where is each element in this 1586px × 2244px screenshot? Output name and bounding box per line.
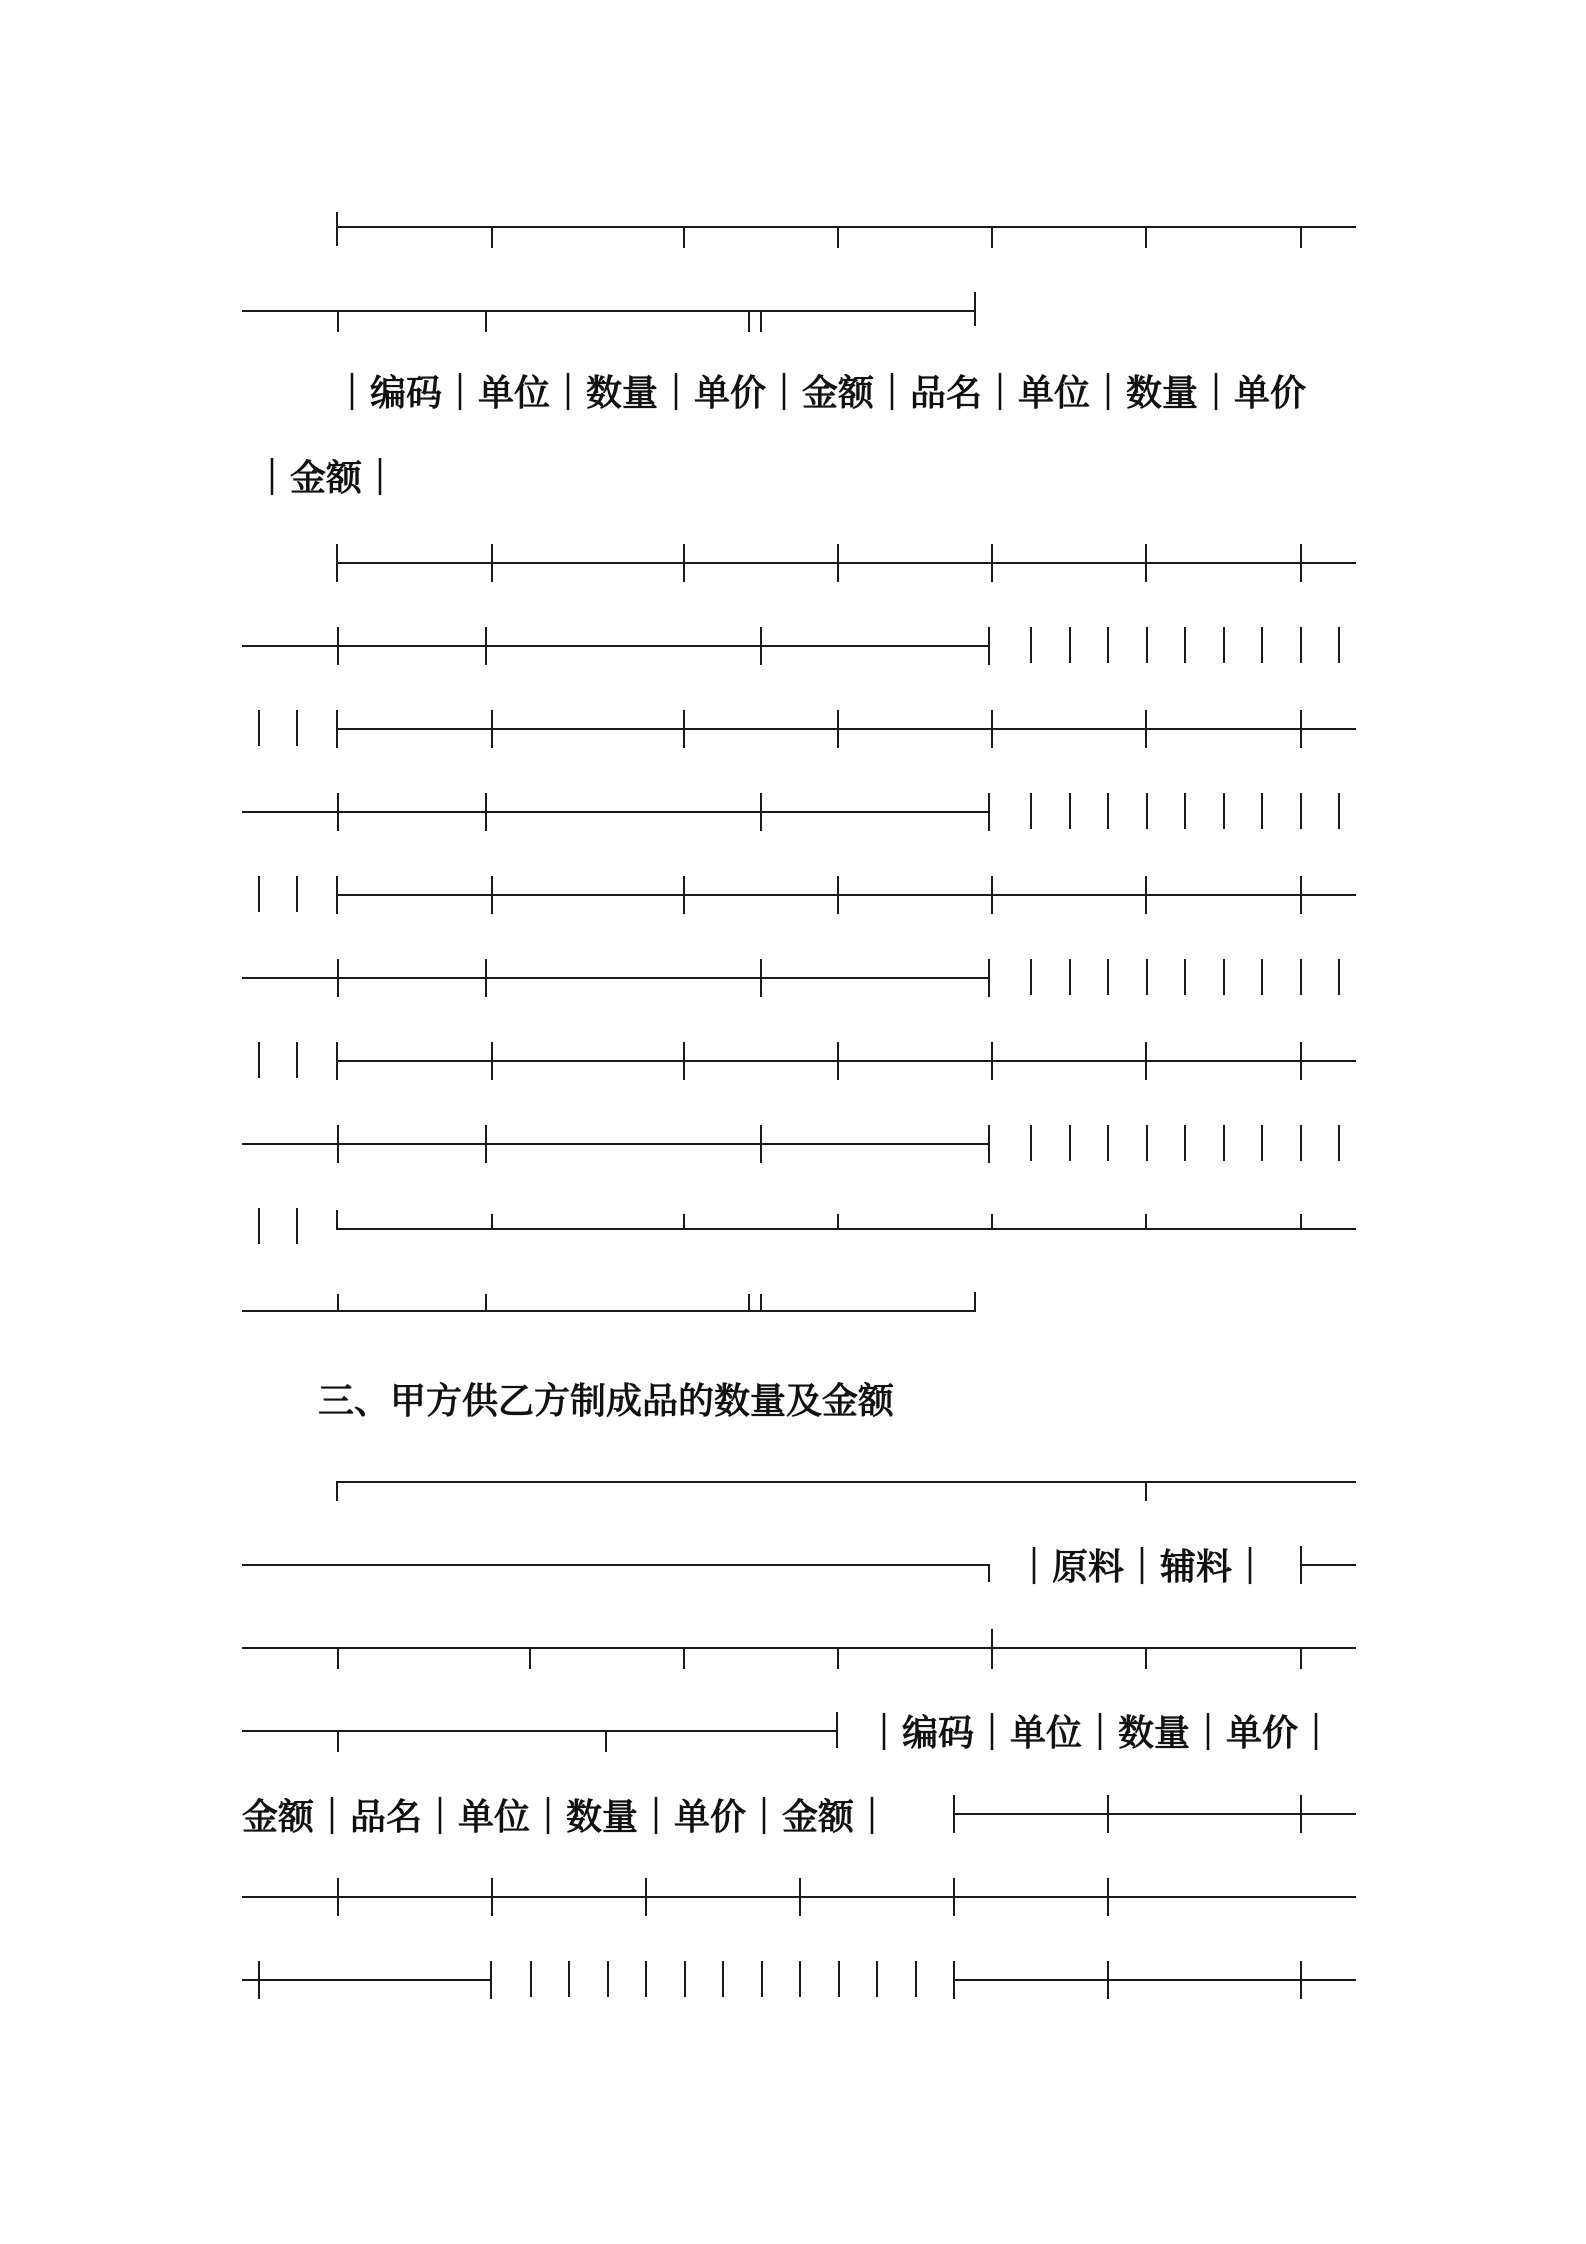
rule-tick [991, 876, 993, 914]
rule-tick [1300, 1042, 1302, 1080]
rule-tick [837, 228, 839, 248]
cell-divider [1184, 1125, 1186, 1161]
rule-tick [1300, 876, 1302, 914]
cell-divider [645, 1961, 647, 1997]
cell-divider [1069, 627, 1071, 663]
rule-tick [1145, 228, 1147, 248]
cell-divider [1223, 627, 1225, 663]
cell-divider [1223, 1125, 1225, 1161]
corner-mark [836, 1712, 838, 1748]
rule-tick [645, 1878, 647, 1916]
rule-tick [760, 793, 762, 831]
rule-tick [837, 1649, 839, 1669]
rule-line [242, 1310, 976, 1312]
rule-tick [485, 627, 487, 665]
cell-divider [1107, 627, 1109, 663]
rule-tick [491, 876, 493, 914]
rule-tick [837, 876, 839, 914]
rule-tick [485, 312, 487, 332]
rule-line [337, 562, 1356, 564]
rule-tick [491, 710, 493, 748]
cell-divider [1146, 627, 1148, 663]
rule-tick [683, 1042, 685, 1080]
rule-line [242, 811, 990, 813]
rule-tick [1107, 1795, 1109, 1833]
rule-tick [258, 1961, 260, 1999]
cell-divider [876, 1961, 878, 1997]
rule-tick [991, 710, 993, 748]
rule-tick [1300, 1961, 1302, 1999]
rule-tick [296, 710, 298, 746]
rule-line [337, 894, 1356, 896]
rule-tick [491, 1042, 493, 1080]
rule-tick [1107, 1878, 1109, 1916]
rule-tick [258, 1208, 260, 1244]
rule-tick [491, 1214, 493, 1230]
rule-tick [1145, 544, 1147, 582]
cell-divider [1261, 793, 1263, 829]
rule-tick [490, 1961, 492, 1999]
rule-tick [988, 627, 990, 665]
rule-line [337, 1481, 1356, 1483]
rule-tick [337, 312, 339, 332]
rule-tick [336, 710, 338, 748]
rule-tick [1145, 1649, 1147, 1669]
rule-tick [337, 1878, 339, 1916]
rule-tick [296, 1042, 298, 1078]
rule-tick [760, 627, 762, 665]
cell-divider [568, 1961, 570, 1997]
corner-mark [336, 1481, 338, 1501]
cell-divider [1146, 959, 1148, 995]
rule-tick [1300, 228, 1302, 248]
rule-line [1302, 1564, 1356, 1566]
cell-divider [684, 1961, 686, 1997]
cell-divider [1300, 627, 1302, 663]
rule-tick [485, 793, 487, 831]
cell-divider [1261, 959, 1263, 995]
rule-tick [336, 1042, 338, 1080]
rule-tick [491, 228, 493, 248]
rule-tick [760, 959, 762, 997]
rule-tick [336, 544, 338, 582]
cell-divider [799, 1961, 801, 1997]
rule-tick [258, 876, 260, 912]
cell-divider [1338, 793, 1340, 829]
cell-divider [1030, 793, 1032, 829]
table2-header-line3: 金额｜品名｜单位｜数量｜单价｜金额｜ [242, 1797, 891, 1838]
rule-tick [991, 228, 993, 248]
rule-tick [1300, 1546, 1302, 1584]
rule-line [337, 1228, 1356, 1230]
cell-divider [1184, 627, 1186, 663]
rule-tick [683, 876, 685, 914]
cell-divider [1184, 793, 1186, 829]
cell-divider [761, 1961, 763, 1997]
cell-divider [1300, 793, 1302, 829]
rule-tick [683, 1214, 685, 1230]
rule-tick [837, 544, 839, 582]
rule-line [242, 1730, 838, 1732]
rule-tick [485, 1125, 487, 1163]
rule-tick [605, 1732, 607, 1752]
cell-divider [1338, 1125, 1340, 1161]
rule-tick [337, 1294, 339, 1312]
rule-tick [529, 1649, 531, 1669]
rule-tick [1300, 710, 1302, 748]
rule-line [242, 645, 990, 647]
corner-mark [336, 212, 338, 246]
section3-heading: 三、甲方供乙方制成品的数量及金额 [318, 1381, 895, 1422]
rule-tick [1145, 1042, 1147, 1080]
rule-tick [991, 544, 993, 582]
rule-line [337, 728, 1356, 730]
corner-mark [974, 292, 976, 326]
rule-tick [837, 1214, 839, 1230]
rule-line [955, 1813, 1356, 1815]
rule-tick [1300, 1649, 1302, 1669]
rule-tick [1145, 876, 1147, 914]
cell-divider [915, 1961, 917, 1997]
cell-divider [607, 1961, 609, 1997]
rule-line [955, 1979, 1356, 1981]
rule-tick [748, 1294, 750, 1312]
rule-tick [991, 1649, 993, 1669]
rule-tick [258, 1042, 260, 1078]
cell-divider [1030, 1125, 1032, 1161]
cell-divider [1069, 1125, 1071, 1161]
rule-tick [1300, 1795, 1302, 1833]
rule-tick [337, 793, 339, 831]
rule-tick [799, 1878, 801, 1916]
rule-tick [1145, 1214, 1147, 1230]
cell-divider [1146, 1125, 1148, 1161]
rule-tick [683, 1649, 685, 1669]
rule-tick [991, 1214, 993, 1230]
cell-divider [530, 1961, 532, 1997]
rule-tick [748, 312, 750, 332]
rule-tick [337, 1649, 339, 1669]
rule-tick [683, 544, 685, 582]
rule-tick [953, 1878, 955, 1916]
rule-tick [485, 959, 487, 997]
cell-divider [1338, 959, 1340, 995]
rule-tick [485, 1294, 487, 1312]
rule-tick [837, 1042, 839, 1080]
rule-tick [337, 1732, 339, 1752]
rule-line [242, 310, 976, 312]
rule-tick [991, 1629, 993, 1649]
rule-tick [1145, 710, 1147, 748]
rule-tick [1145, 1483, 1147, 1501]
table2-header-line2: ｜编码｜单位｜数量｜单价｜ [866, 1713, 1335, 1754]
rule-line [337, 226, 1356, 228]
cell-divider [1069, 793, 1071, 829]
corner-mark [988, 1564, 990, 1582]
rule-tick [760, 1294, 762, 1312]
cell-divider [722, 1961, 724, 1997]
rule-tick [683, 710, 685, 748]
rule-tick [1107, 1961, 1109, 1999]
cell-divider [1223, 793, 1225, 829]
table1-header-line1: ｜编码｜单位｜数量｜单价｜金额｜品名｜单位｜数量｜单价 [334, 373, 1307, 414]
cell-divider [1300, 959, 1302, 995]
rule-tick [491, 1878, 493, 1916]
rule-tick [837, 710, 839, 748]
rule-tick [953, 1961, 955, 1999]
rule-tick [1300, 544, 1302, 582]
rule-tick [1300, 1214, 1302, 1230]
rule-tick [988, 793, 990, 831]
cell-divider [1107, 959, 1109, 995]
corner-mark [336, 1210, 338, 1230]
rule-line [242, 1564, 990, 1566]
cell-divider [1338, 627, 1340, 663]
cell-divider [1261, 627, 1263, 663]
rule-tick [296, 1208, 298, 1244]
cell-divider [1030, 627, 1032, 663]
rule-line [337, 1060, 1356, 1062]
rule-tick [760, 312, 762, 332]
rule-tick [337, 1125, 339, 1163]
corner-mark [974, 1292, 976, 1312]
rule-line [242, 1979, 490, 1981]
rule-line [242, 1143, 990, 1145]
rule-tick [296, 876, 298, 912]
rule-tick [337, 959, 339, 997]
rule-tick [258, 710, 260, 746]
cell-divider [1069, 959, 1071, 995]
rule-tick [760, 1125, 762, 1163]
rule-tick [991, 1042, 993, 1080]
rule-tick [491, 544, 493, 582]
cell-divider [1146, 793, 1148, 829]
rule-tick [336, 876, 338, 914]
rule-tick [953, 1795, 955, 1833]
cell-divider [1261, 1125, 1263, 1161]
cell-divider [1184, 959, 1186, 995]
rule-tick [683, 228, 685, 248]
rule-tick [988, 959, 990, 997]
rule-line [242, 1647, 1356, 1649]
rule-line [242, 977, 990, 979]
rule-tick [337, 627, 339, 665]
cell-divider [1107, 793, 1109, 829]
cell-divider [838, 1961, 840, 1997]
table1-header-line2: ｜金额｜ [254, 458, 399, 499]
table2-header-line1: ｜原料｜辅料｜ [1016, 1547, 1269, 1588]
cell-divider [1107, 1125, 1109, 1161]
rule-tick [988, 1125, 990, 1163]
cell-divider [1300, 1125, 1302, 1161]
cell-divider [1030, 959, 1032, 995]
cell-divider [1223, 959, 1225, 995]
